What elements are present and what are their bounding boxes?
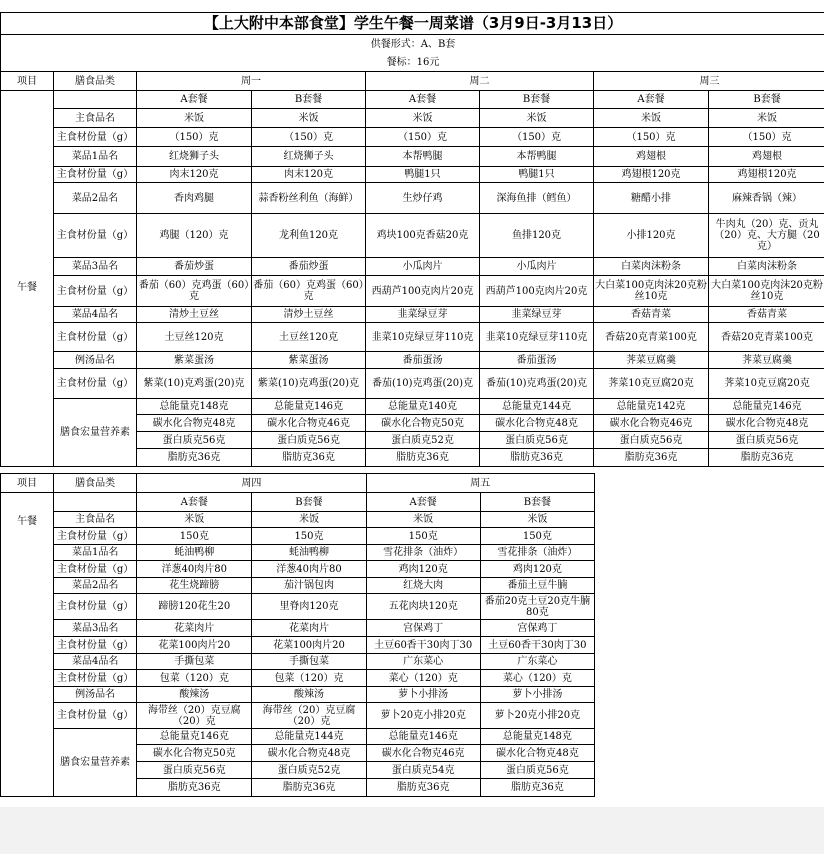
row-label: 主食品名 bbox=[54, 512, 137, 528]
menu-cell: 里脊肉120克 bbox=[252, 594, 366, 620]
menu-cell: 鸡翅根 bbox=[709, 147, 824, 167]
menu-cell: 手撕包菜 bbox=[252, 654, 366, 670]
menu-cell: 番茄(10)克鸡蛋(20)克 bbox=[366, 369, 480, 399]
row-label: 主食材份量（g） bbox=[54, 323, 137, 352]
menu-cell: 鸡块100克香菇20克 bbox=[366, 214, 480, 258]
menu-cell: 米饭 bbox=[709, 109, 824, 128]
menu-cell: 蚝油鸭柳 bbox=[252, 545, 366, 561]
menu-cell: 总能量克146克 bbox=[709, 399, 824, 415]
menu-cell: 土豆丝120克 bbox=[137, 323, 252, 352]
menu-cell: 总能量克146克 bbox=[366, 729, 480, 745]
table-row bbox=[1, 258, 824, 276]
menu-cell: 米饭 bbox=[480, 512, 594, 528]
menu-cell: 脂肪克36克 bbox=[480, 449, 594, 467]
table-row bbox=[1, 369, 824, 399]
menu-cell: 雪花排条（油炸） bbox=[480, 545, 594, 561]
row-label: 主食材份量（g） bbox=[54, 637, 137, 654]
menu-cell: 生炒仔鸡 bbox=[366, 183, 480, 214]
menu-cell: 紫菜(10)克鸡蛋(20)克 bbox=[252, 369, 366, 399]
menu-cell: 荠菜10克豆腐20克 bbox=[594, 369, 709, 399]
table-row bbox=[1, 637, 595, 654]
menu-cell: 香菇青菜 bbox=[709, 307, 824, 323]
menu-cell: 总能量克148克 bbox=[137, 399, 252, 415]
menu-cell: 花菜肉片 bbox=[252, 620, 366, 637]
set-b-header: B套餐 bbox=[480, 91, 594, 109]
menu-cell: 番茄(10)克鸡蛋(20)克 bbox=[480, 369, 594, 399]
menu-cell: 深海鱼排（鳕鱼） bbox=[480, 183, 594, 214]
set-a-header: A套餐 bbox=[594, 91, 709, 109]
table-row bbox=[1, 545, 595, 561]
menu-cell: 总能量克144克 bbox=[252, 729, 366, 745]
service-format: 供餐形式：A、B套 bbox=[1, 35, 824, 54]
menu-cell: 150克 bbox=[252, 528, 366, 545]
menu-cell: 150克 bbox=[137, 528, 252, 545]
menu-cell: 酸辣汤 bbox=[252, 687, 366, 703]
set-b-header: B套餐 bbox=[252, 493, 366, 512]
menu-cell: 番茄炒蛋 bbox=[252, 258, 366, 276]
set-a-header: A套餐 bbox=[137, 493, 252, 512]
menu-cell: 总能量克142克 bbox=[594, 399, 709, 415]
day-header: 周三 bbox=[594, 72, 824, 91]
menu-cell: 香菇青菜 bbox=[594, 307, 709, 323]
row-label: 主食材份量（g） bbox=[54, 167, 137, 183]
row-label: 主食材份量（g） bbox=[54, 214, 137, 258]
row-label: 菜品1品名 bbox=[54, 147, 137, 167]
table-row bbox=[1, 578, 595, 594]
table-row bbox=[1, 352, 824, 369]
menu-cell: 土豆丝120克 bbox=[252, 323, 366, 352]
menu-cell: 菜心（120）克 bbox=[480, 670, 594, 687]
row-label: 菜品4品名 bbox=[54, 307, 137, 323]
menu-cell: 蚝油鸭柳 bbox=[137, 545, 252, 561]
table-row bbox=[1, 214, 824, 258]
menu-cell: 荠菜10克豆腐20克 bbox=[709, 369, 824, 399]
row-label: 主食品名 bbox=[54, 109, 137, 128]
table-row bbox=[1, 109, 824, 128]
row-label: 菜品3品名 bbox=[54, 258, 137, 276]
table-row bbox=[1, 620, 595, 637]
day-header-row bbox=[1, 474, 595, 493]
menu-cell: 荠菜豆腐羹 bbox=[709, 352, 824, 369]
menu-cell: 酸辣汤 bbox=[137, 687, 252, 703]
menu-cell: 碳水化合物克48克 bbox=[480, 745, 594, 762]
menu-cell: 茄汁锅包肉 bbox=[252, 578, 366, 594]
day-header: 周二 bbox=[366, 72, 594, 91]
menu-cell: 脂肪克36克 bbox=[137, 779, 252, 797]
menu-cell: 番茄炒蛋 bbox=[137, 258, 252, 276]
menu-cell: 碳水化合物克48克 bbox=[709, 415, 824, 432]
menu-cell: 鸭腿1只 bbox=[366, 167, 480, 183]
menu-cell: 番茄20克土豆20克牛腩80克 bbox=[480, 594, 594, 620]
meal-label: 午餐 bbox=[1, 512, 54, 797]
menu-cell: 碳水化合物克48克 bbox=[137, 415, 252, 432]
table-row bbox=[1, 670, 595, 687]
menu-cell: 龙利鱼120克 bbox=[252, 214, 366, 258]
table-row bbox=[1, 528, 595, 545]
day-header: 周四 bbox=[137, 474, 366, 493]
menu-cell: 米饭 bbox=[137, 109, 252, 128]
menu-cell: 番茄蛋汤 bbox=[366, 352, 480, 369]
menu-cell: 香菇20克青菜100克 bbox=[709, 323, 824, 352]
menu-cell: 总能量克144克 bbox=[480, 399, 594, 415]
menu-cell: 碳水化合物克50克 bbox=[366, 415, 480, 432]
meal-price: 餐标：16元 bbox=[1, 54, 824, 72]
menu-cell: 蛋白质克56克 bbox=[137, 432, 252, 449]
menu-cell: 鸡翅根 bbox=[594, 147, 709, 167]
menu-cell: 宫保鸡丁 bbox=[480, 620, 594, 637]
table-row bbox=[1, 399, 824, 415]
header-project: 项目 bbox=[1, 474, 54, 493]
menu-cell: 米饭 bbox=[137, 512, 252, 528]
menu-cell: （150）克 bbox=[594, 128, 709, 147]
menu-cell: 包菜（120）克 bbox=[252, 670, 366, 687]
menu-cell: 萝卜小排汤 bbox=[480, 687, 594, 703]
menu-cell: 番茄蛋汤 bbox=[480, 352, 594, 369]
menu-cell: 鸡翅根120克 bbox=[709, 167, 824, 183]
blank-cell bbox=[54, 91, 137, 109]
menu-cell: 白菜肉沫粉条 bbox=[709, 258, 824, 276]
day-header: 周五 bbox=[366, 474, 594, 493]
menu-cell: 脂肪克36克 bbox=[137, 449, 252, 467]
menu-cell: 手撕包菜 bbox=[137, 654, 252, 670]
blank-cell bbox=[1, 91, 54, 109]
row-label: 例汤品名 bbox=[54, 352, 137, 369]
menu-cell: 肉末120克 bbox=[137, 167, 252, 183]
menu-cell: 海带丝（20）克豆腐（20）克 bbox=[137, 703, 252, 729]
menu-cell: 碳水化合物克48克 bbox=[480, 415, 594, 432]
row-label: 菜品3品名 bbox=[54, 620, 137, 637]
row-label: 主食材份量（g） bbox=[54, 670, 137, 687]
menu-cell: 花菜100肉片20 bbox=[252, 637, 366, 654]
menu-cell: 脂肪克36克 bbox=[480, 779, 594, 797]
header-project: 项目 bbox=[1, 72, 54, 91]
row-label: 主食材份量（g） bbox=[54, 703, 137, 729]
menu-cell: 蛋白质克56克 bbox=[480, 762, 594, 779]
menu-table-week2 bbox=[0, 473, 595, 797]
row-label: 主食材份量（g） bbox=[54, 128, 137, 147]
row-label: 膳食宏量营养素 bbox=[54, 729, 137, 797]
menu-cell: 紫菜蛋汤 bbox=[137, 352, 252, 369]
menu-cell: 红烧狮子头 bbox=[252, 147, 366, 167]
menu-cell: 碳水化合物克48克 bbox=[252, 745, 366, 762]
table-row bbox=[1, 167, 824, 183]
menu-cell: 总能量克140克 bbox=[366, 399, 480, 415]
row-label: 例汤品名 bbox=[54, 687, 137, 703]
menu-cell: 鱼排120克 bbox=[480, 214, 594, 258]
menu-cell: 洋葱40肉片80 bbox=[252, 561, 366, 578]
table-row bbox=[1, 703, 595, 729]
menu-cell: 鸭腿1只 bbox=[480, 167, 594, 183]
menu-cell: 蛋白质克56克 bbox=[252, 432, 366, 449]
row-label: 主食材份量（g） bbox=[54, 561, 137, 578]
set-b-header: B套餐 bbox=[709, 91, 824, 109]
menu-cell: 土豆60香干30肉丁30 bbox=[366, 637, 480, 654]
menu-cell: 韭菜10克绿豆芽110克 bbox=[480, 323, 594, 352]
menu-cell: 土豆60香干30肉丁30 bbox=[480, 637, 594, 654]
menu-cell: 米饭 bbox=[594, 109, 709, 128]
menu-cell: 碳水化合物克46克 bbox=[366, 745, 480, 762]
menu-cell: 脂肪克36克 bbox=[366, 779, 480, 797]
menu-cell: 花生烧蹄膀 bbox=[137, 578, 252, 594]
day-header-row bbox=[1, 72, 824, 91]
menu-cell: 广东菜心 bbox=[366, 654, 480, 670]
menu-cell: 包菜（120）克 bbox=[137, 670, 252, 687]
menu-cell: 萝卜小排汤 bbox=[366, 687, 480, 703]
menu-cell: 蛋白质克52克 bbox=[366, 432, 480, 449]
menu-title: 【上大附中本部食堂】学生午餐一周菜谱（3月9日-3月13日） bbox=[1, 13, 824, 35]
menu-cell: 本帮鸭腿 bbox=[480, 147, 594, 167]
set-a-header: A套餐 bbox=[366, 493, 480, 512]
set-b-header: B套餐 bbox=[252, 91, 366, 109]
set-a-header: A套餐 bbox=[137, 91, 252, 109]
row-label: 主食材份量（g） bbox=[54, 594, 137, 620]
set-header-row bbox=[1, 493, 595, 512]
menu-cell: 紫菜(10)克鸡蛋(20)克 bbox=[137, 369, 252, 399]
menu-cell: 清炒土豆丝 bbox=[252, 307, 366, 323]
menu-cell: 麻辣香锅（辣） bbox=[709, 183, 824, 214]
menu-cell: 五花肉块120克 bbox=[366, 594, 480, 620]
menu-cell: 番茄（60）克鸡蛋（60）克 bbox=[137, 276, 252, 307]
menu-cell: 西葫芦100克肉片20克 bbox=[480, 276, 594, 307]
row-label: 主食材份量（g） bbox=[54, 369, 137, 399]
menu-cell: 海带丝（20）克豆腐（20）克 bbox=[252, 703, 366, 729]
menu-cell: （150）克 bbox=[366, 128, 480, 147]
menu-cell: 150克 bbox=[366, 528, 480, 545]
menu-cell: 脂肪克36克 bbox=[594, 449, 709, 467]
menu-table-week1 bbox=[0, 12, 824, 467]
table-row bbox=[1, 687, 595, 703]
menu-cell: 番茄（60）克鸡蛋（60）克 bbox=[252, 276, 366, 307]
menu-cell: 小排120克 bbox=[594, 214, 709, 258]
menu-cell: 脂肪克36克 bbox=[366, 449, 480, 467]
table-row bbox=[1, 654, 595, 670]
meal-label: 午餐 bbox=[1, 109, 54, 467]
menu-cell: 广东菜心 bbox=[480, 654, 594, 670]
header-category: 膳食品类 bbox=[54, 474, 137, 493]
blank-cell bbox=[54, 493, 137, 512]
day-header: 周一 bbox=[137, 72, 366, 91]
menu-cell: 碳水化合物克46克 bbox=[252, 415, 366, 432]
menu-cell: 紫菜蛋汤 bbox=[252, 352, 366, 369]
table-row bbox=[1, 561, 595, 578]
menu-cell: 萝卜20克小排20克 bbox=[366, 703, 480, 729]
menu-cell: 总能量克148克 bbox=[480, 729, 594, 745]
menu-cell: 蛋白质克54克 bbox=[366, 762, 480, 779]
table-row bbox=[1, 183, 824, 214]
menu-cell: （150）克 bbox=[480, 128, 594, 147]
menu-cell: 脂肪克36克 bbox=[709, 449, 824, 467]
menu-cell: 鸡肉120克 bbox=[480, 561, 594, 578]
menu-cell: 小瓜肉片 bbox=[480, 258, 594, 276]
row-label: 主食材份量（g） bbox=[54, 276, 137, 307]
menu-cell: 蒜香粉丝利鱼（海鲜） bbox=[252, 183, 366, 214]
menu-cell: 韭菜绿豆芽 bbox=[366, 307, 480, 323]
table-row bbox=[1, 307, 824, 323]
menu-cell: 脂肪克36克 bbox=[252, 779, 366, 797]
table-row bbox=[1, 147, 824, 167]
menu-cell: 米饭 bbox=[252, 109, 366, 128]
menu-cell: 蛋白质克56克 bbox=[594, 432, 709, 449]
row-label: 菜品4品名 bbox=[54, 654, 137, 670]
menu-cell: 总能量克146克 bbox=[137, 729, 252, 745]
menu-cell: 本帮鸭腿 bbox=[366, 147, 480, 167]
menu-cell: （150）克 bbox=[252, 128, 366, 147]
menu-cell: 清炒土豆丝 bbox=[137, 307, 252, 323]
table-row bbox=[1, 729, 595, 745]
table-row bbox=[1, 128, 824, 147]
menu-cell: 花菜肉片 bbox=[137, 620, 252, 637]
menu-cell: 150克 bbox=[480, 528, 594, 545]
menu-cell: 红烧狮子头 bbox=[137, 147, 252, 167]
menu-cell: 香菇20克青菜100克 bbox=[594, 323, 709, 352]
menu-cell: 蹄膀120花生20 bbox=[137, 594, 252, 620]
menu-cell: 韭菜绿豆芽 bbox=[480, 307, 594, 323]
row-label: 菜品2品名 bbox=[54, 578, 137, 594]
menu-cell: 脂肪克36克 bbox=[252, 449, 366, 467]
table-row bbox=[1, 276, 824, 307]
menu-cell: 糖醋小排 bbox=[594, 183, 709, 214]
row-label: 膳食宏量营养素 bbox=[54, 399, 137, 467]
menu-cell: 鸡肉120克 bbox=[366, 561, 480, 578]
menu-cell: 荠菜豆腐羹 bbox=[594, 352, 709, 369]
menu-cell: 雪花排条（油炸） bbox=[366, 545, 480, 561]
set-a-header: A套餐 bbox=[366, 91, 480, 109]
menu-cell: 白菜肉沫粉条 bbox=[594, 258, 709, 276]
menu-cell: 米饭 bbox=[480, 109, 594, 128]
menu-cell: 鸡翅根120克 bbox=[594, 167, 709, 183]
menu-cell: 宫保鸡丁 bbox=[366, 620, 480, 637]
menu-cell: 西葫芦100克肉片20克 bbox=[366, 276, 480, 307]
menu-cell: 大白菜100克肉沫20克粉丝10克 bbox=[594, 276, 709, 307]
menu-cell: 米饭 bbox=[366, 109, 480, 128]
set-header-row bbox=[1, 91, 824, 109]
menu-cell: 大白菜100克肉沫20克粉丝10克 bbox=[709, 276, 824, 307]
menu-cell: 总能量克146克 bbox=[252, 399, 366, 415]
blank-cell bbox=[1, 493, 54, 512]
menu-cell: 蛋白质克56克 bbox=[709, 432, 824, 449]
menu-cell: 花菜100肉片20 bbox=[137, 637, 252, 654]
row-label: 菜品1品名 bbox=[54, 545, 137, 561]
menu-cell: 碳水化合物克50克 bbox=[137, 745, 252, 762]
menu-cell: 蛋白质克56克 bbox=[480, 432, 594, 449]
row-label: 主食材份量（g） bbox=[54, 528, 137, 545]
menu-cell: 蛋白质克56克 bbox=[137, 762, 252, 779]
table-row bbox=[1, 323, 824, 352]
menu-cell: （150）克 bbox=[137, 128, 252, 147]
menu-cell: 鸡腿（120）克 bbox=[137, 214, 252, 258]
menu-cell: 红烧大肉 bbox=[366, 578, 480, 594]
table-row bbox=[1, 594, 595, 620]
menu-cell: 菜心（120）克 bbox=[366, 670, 480, 687]
menu-cell: 牛肉丸（20）克、贡丸（20）克、大方腿（20克） bbox=[709, 214, 824, 258]
menu-cell: 肉末120克 bbox=[252, 167, 366, 183]
header-category: 膳食品类 bbox=[54, 72, 137, 91]
menu-cell: 韭菜10克绿豆芽110克 bbox=[366, 323, 480, 352]
menu-cell: 香肉鸡腿 bbox=[137, 183, 252, 214]
menu-cell: 米饭 bbox=[252, 512, 366, 528]
set-b-header: B套餐 bbox=[480, 493, 594, 512]
table-row bbox=[1, 512, 595, 528]
menu-cell: 小瓜肉片 bbox=[366, 258, 480, 276]
menu-cell: 碳水化合物克46克 bbox=[594, 415, 709, 432]
menu-cell: 萝卜20克小排20克 bbox=[480, 703, 594, 729]
menu-cell: 米饭 bbox=[366, 512, 480, 528]
menu-cell: 蛋白质克52克 bbox=[252, 762, 366, 779]
menu-cell: 洋葱40肉片80 bbox=[137, 561, 252, 578]
menu-cell: （150）克 bbox=[709, 128, 824, 147]
menu-cell: 番茄土豆牛腩 bbox=[480, 578, 594, 594]
row-label: 菜品2品名 bbox=[54, 183, 137, 214]
